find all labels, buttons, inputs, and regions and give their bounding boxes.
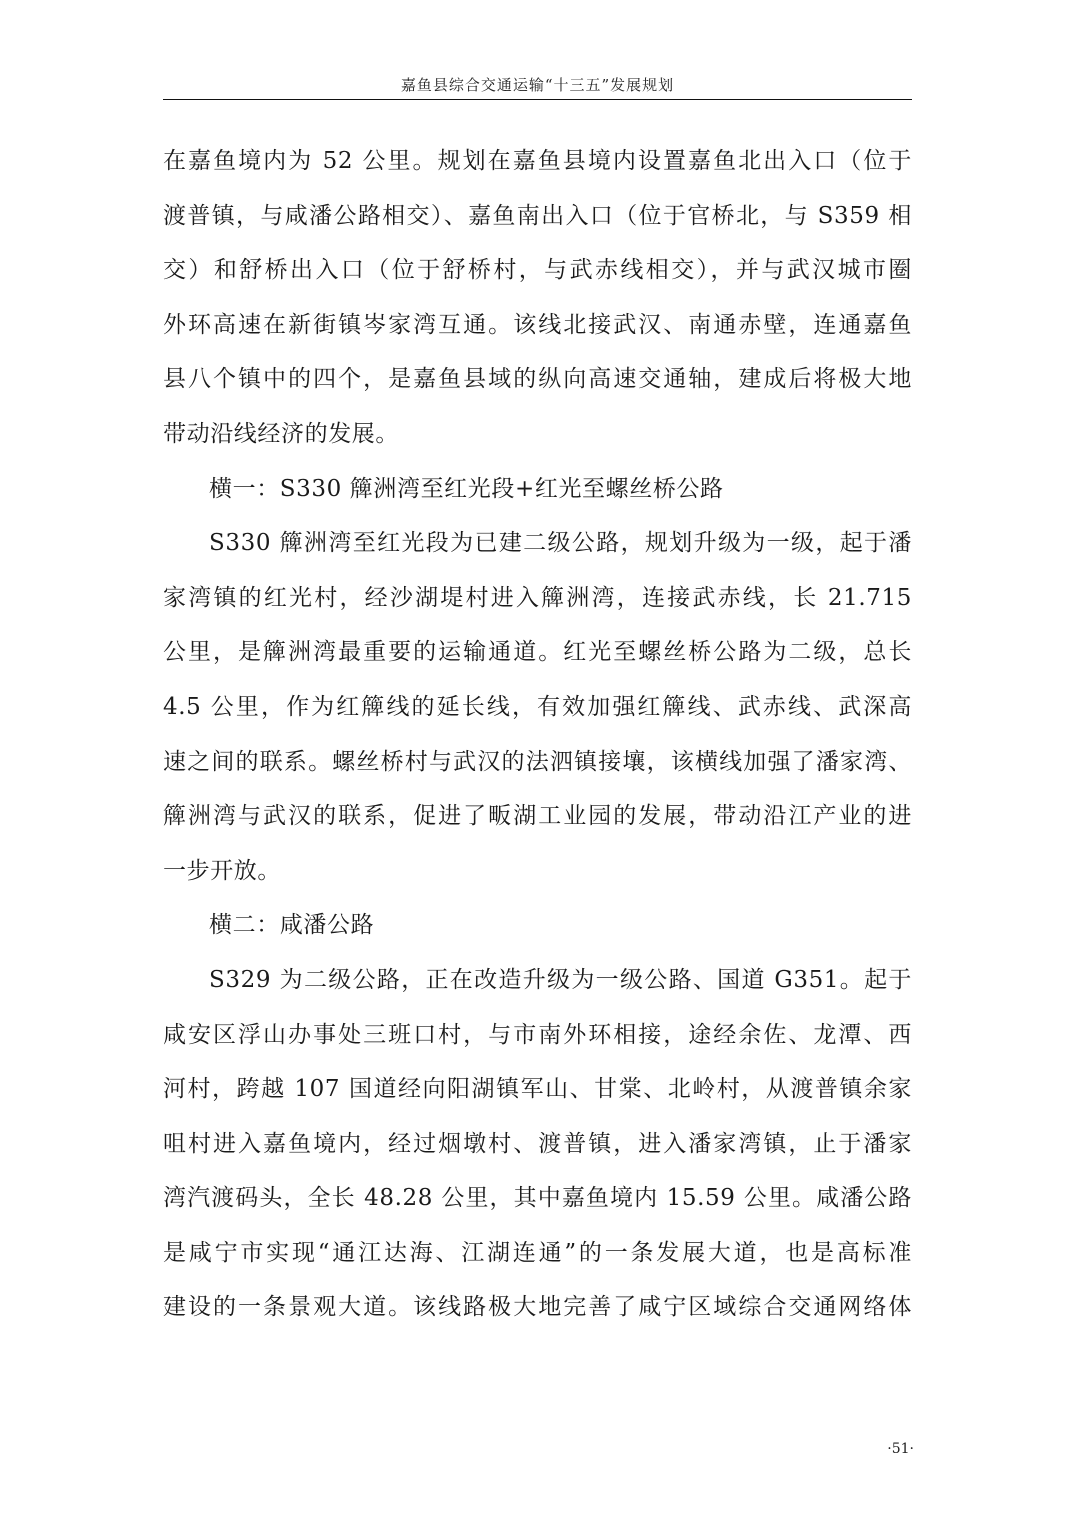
paragraph-line: 外环高速在新街镇岑家湾互通。该线北接武汉、南通赤壁，连通嘉鱼 (163, 311, 912, 338)
paragraph-line: 湾汽渡码头，全长 48.28 公里，其中嘉鱼境内 15.59 公里。咸潘公路 (163, 1185, 912, 1212)
section-heading: 横二：咸潘公路 (209, 912, 375, 939)
paragraph-line: 咸安区浮山办事处三班口村，与市南外环相接，途经余佐、龙潭、西 (163, 1021, 912, 1048)
paragraph-line: 是咸宁市实现“通江达海、江湖连通”的一条发展大道，也是高标准 (163, 1239, 912, 1266)
paragraph-line: 公里，是簰洲湾最重要的运输通道。红光至螺丝桥公路为二级，总长 (163, 639, 912, 666)
paragraph-line: 在嘉鱼境内为 52 公里。规划在嘉鱼县境内设置嘉鱼北出入口（位于 (163, 148, 912, 174)
paragraph-line: 交）和舒桥出入口（位于舒桥村，与武赤线相交），并与武汉城市圈 (163, 257, 912, 284)
paragraph-line: 县八个镇中的四个，是嘉鱼县域的纵向高速交通轴，建成后将极大地 (163, 366, 912, 393)
page-number: ·51· (887, 1441, 914, 1457)
paragraph-line: 家湾镇的红光村，经沙湖堤村进入簰洲湾，连接武赤线，长 21.715 (163, 584, 912, 611)
body-text (163, 134, 912, 1335)
paragraph-line: S330 簰洲湾至红光段为已建二级公路，规划升级为一级，起于潘 (209, 530, 912, 557)
paragraph-line: 咀村进入嘉鱼境内，经过烟墩村、渡普镇，进入潘家湾镇，止于潘家 (163, 1130, 912, 1157)
paragraph-line: 速之间的联系。螺丝桥村与武汉的法泗镇接壤，该横线加强了潘家湾、 (163, 748, 912, 775)
paragraph-line: 河村，跨越 107 国道经向阳湖镇军山、甘棠、北岭村，从渡普镇余家 (163, 1076, 912, 1103)
paragraph-line: 建设的一条景观大道。该线路极大地完善了咸宁区域综合交通网络体 (163, 1294, 912, 1321)
paragraph-line: 渡普镇，与咸潘公路相交）、嘉鱼南出入口（位于官桥北，与 S359 相 (163, 202, 912, 229)
header-divider (163, 99, 912, 100)
paragraph-line: 一步开放。 (163, 857, 281, 884)
section-heading: 横一：S330 簰洲湾至红光段+红光至螺丝桥公路 (209, 475, 724, 502)
paragraph-line: S329 为二级公路，正在改造升级为一级公路、国道 G351。起于 (209, 966, 912, 993)
paragraph-line: 4.5 公里，作为红簰线的延长线，有效加强红簰线、武赤线、武深高 (163, 693, 912, 720)
page-header-title: 嘉鱼县综合交通运输“十三五”发展规划 (400, 76, 675, 94)
paragraph-line: 簰洲湾与武汉的联系，促进了畈湖工业园的发展，带动沿江产业的进 (163, 803, 912, 830)
paragraph-line: 带动沿线经济的发展。 (163, 420, 399, 447)
